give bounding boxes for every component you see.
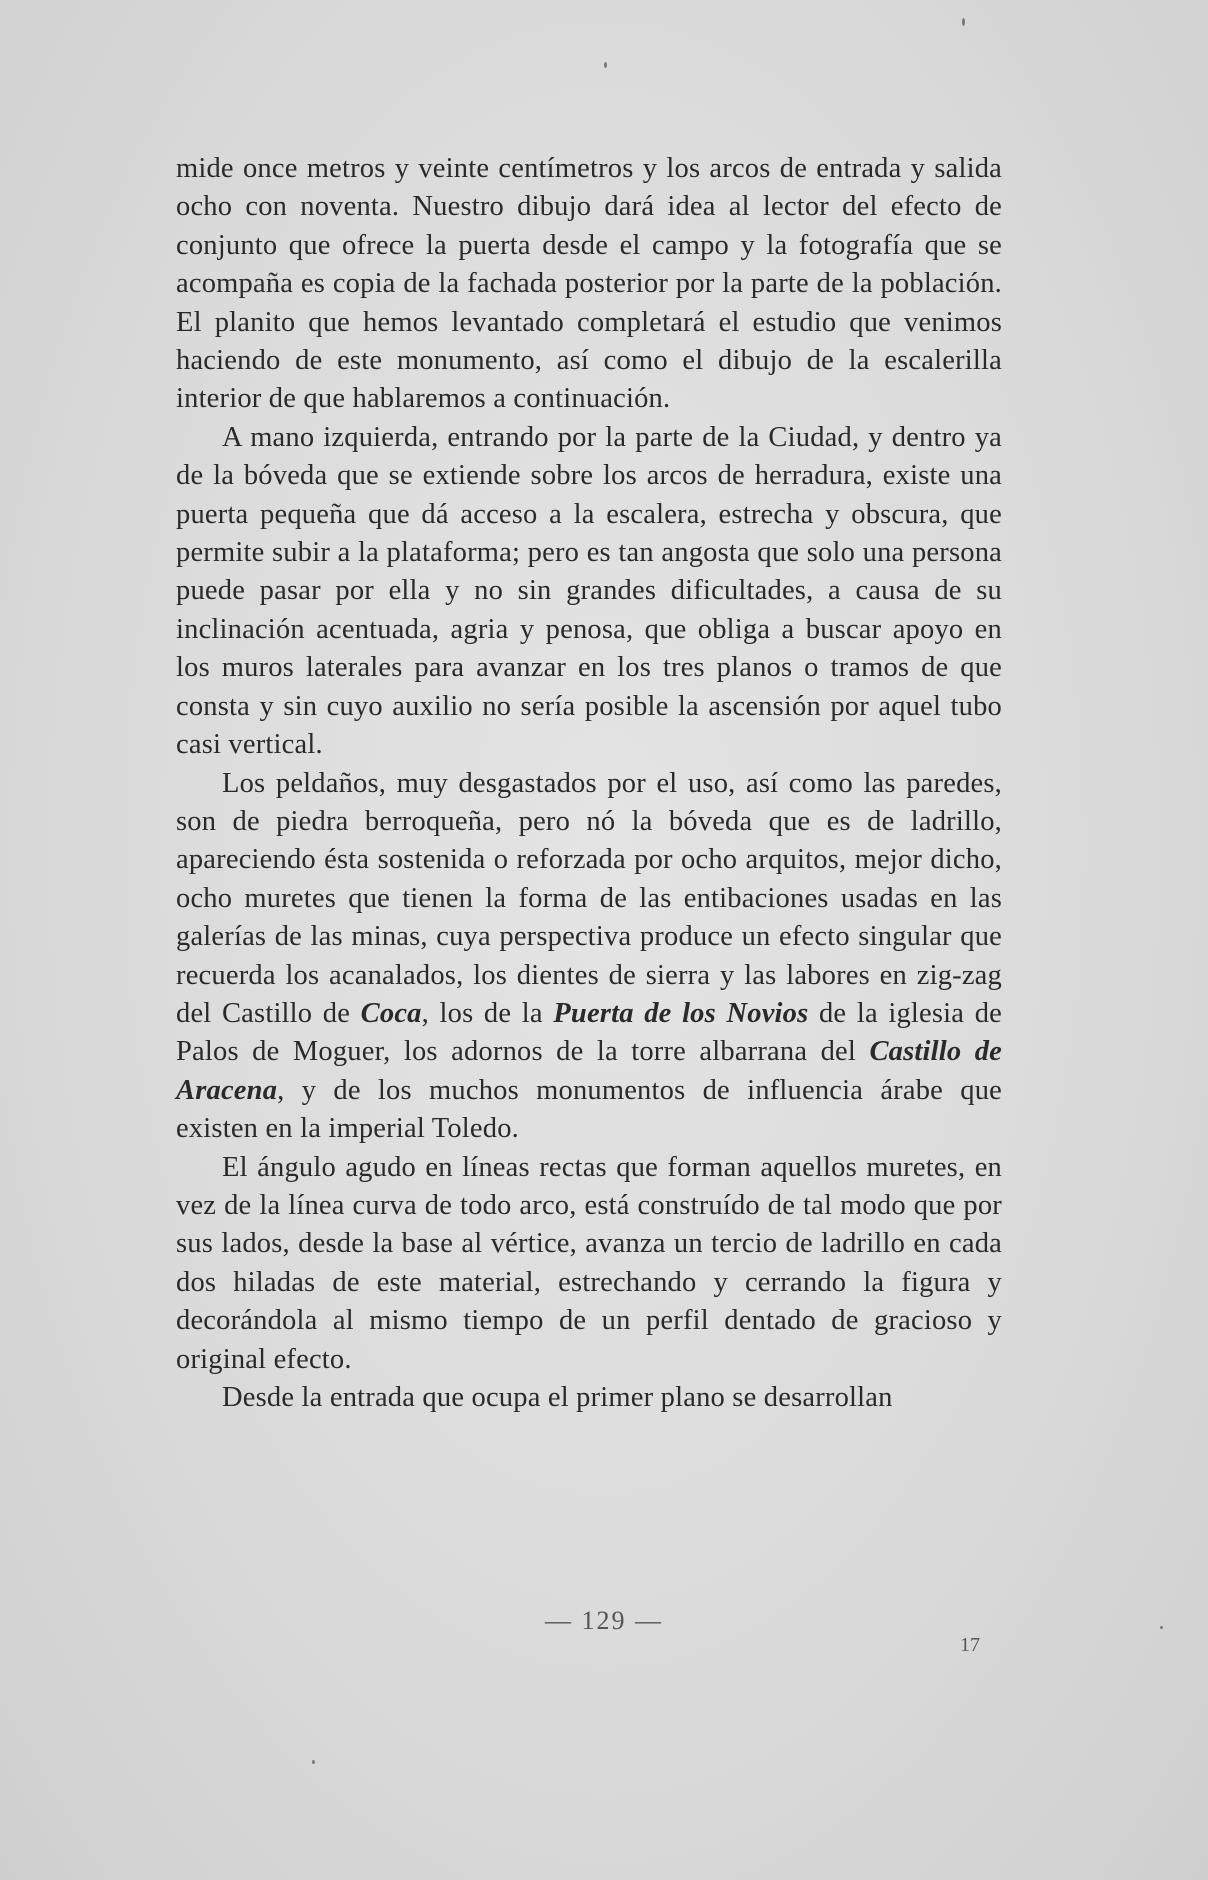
- paragraph: [176, 1379, 1002, 1417]
- text-run: , y de los muchos monumentos de influencia árabe que existen en la imperial Toledo.: [176, 1074, 1002, 1145]
- text-run: Desde la entrada que ocupa el primer plano se desarrollan: [222, 1382, 893, 1413]
- paragraph: [176, 1149, 1002, 1379]
- paper-speck: [1160, 1626, 1163, 1629]
- text-run: , los de la: [421, 997, 554, 1029]
- paragraph: [176, 419, 1002, 765]
- signature-mark: 17: [960, 1634, 980, 1656]
- page-number: — 129 —: [545, 1606, 663, 1635]
- text-run: mide once metros y veinte centímetros y los arcos de entrada y salida ocho con noventa. Nuestro dibujo dará idea al lector del efecto de conjunto que ofrece la puerta desde el campo y la fotografía que se acompaña es copia de la fachada posterior por la parte de la población. El planito que hemos levantado completará el estudio que venimos haciendo de este monumento, así como el dibujo de la escalerilla interior de que hablaremos a continuación.: [176, 153, 1002, 415]
- paper-speck: [312, 1760, 315, 1764]
- italic-text: Puerta de los Novios: [553, 997, 809, 1029]
- paragraph: [176, 150, 1002, 419]
- italic-text: Coca: [360, 997, 422, 1029]
- paper-speck: [604, 62, 607, 68]
- text-run: A mano izquierda, entrando por la parte de la Ciudad, y dentro ya de la bóveda que se extiende sobre los arcos de herradura, existe una puerta pequeña que dá acceso a la escalera, estrecha y obscura, que permite subir a la plataforma; pero es tan angosta que solo una persona puede pasar por ella y no sin grandes dificultades, a causa de su inclinación acentuada, agria y penosa, que obliga a buscar apoyo en los muros laterales para avanzar en los tres planos o tramos de que consta y sin cuyo auxilio no sería posible la ascensión por aquel tubo casi vertical.: [176, 421, 1002, 761]
- text-run: El ángulo agudo en líneas rectas que forman aquellos muretes, en vez de la línea curva de todo arco, está construído de tal modo que por sus lados, desde la base al vértice, avanza un tercio de ladrillo en cada dos hiladas de este material, estrechando y cerrando la figura y decorándola al mismo tiempo de un perfil dentado de gracioso y original efecto.: [176, 1151, 1002, 1375]
- paragraph: [176, 765, 1002, 1149]
- text-run: de la iglesia de Palos de Moguer, los adornos de la torre albarrana del: [176, 997, 1002, 1068]
- italic-text: Castillo de Aracena: [176, 1036, 1003, 1106]
- paper-speck: [962, 18, 965, 26]
- body-text: [176, 150, 1002, 1417]
- text-run: Los peldaños, muy desgastados por el uso, así como las paredes, son de piedra berroqueña, pero nó la bóveda que es de ladrillo, apareciendo ésta sostenida o reforzada por ocho arquitos, mejor dicho, ocho muretes que tienen la forma de las entibaciones usadas en las galerías de las minas, cuya perspectiva produce un efecto singular que recuerda los acanalados, los dientes de sierra y las labores en zig-zag del Castillo de: [176, 767, 1002, 1029]
